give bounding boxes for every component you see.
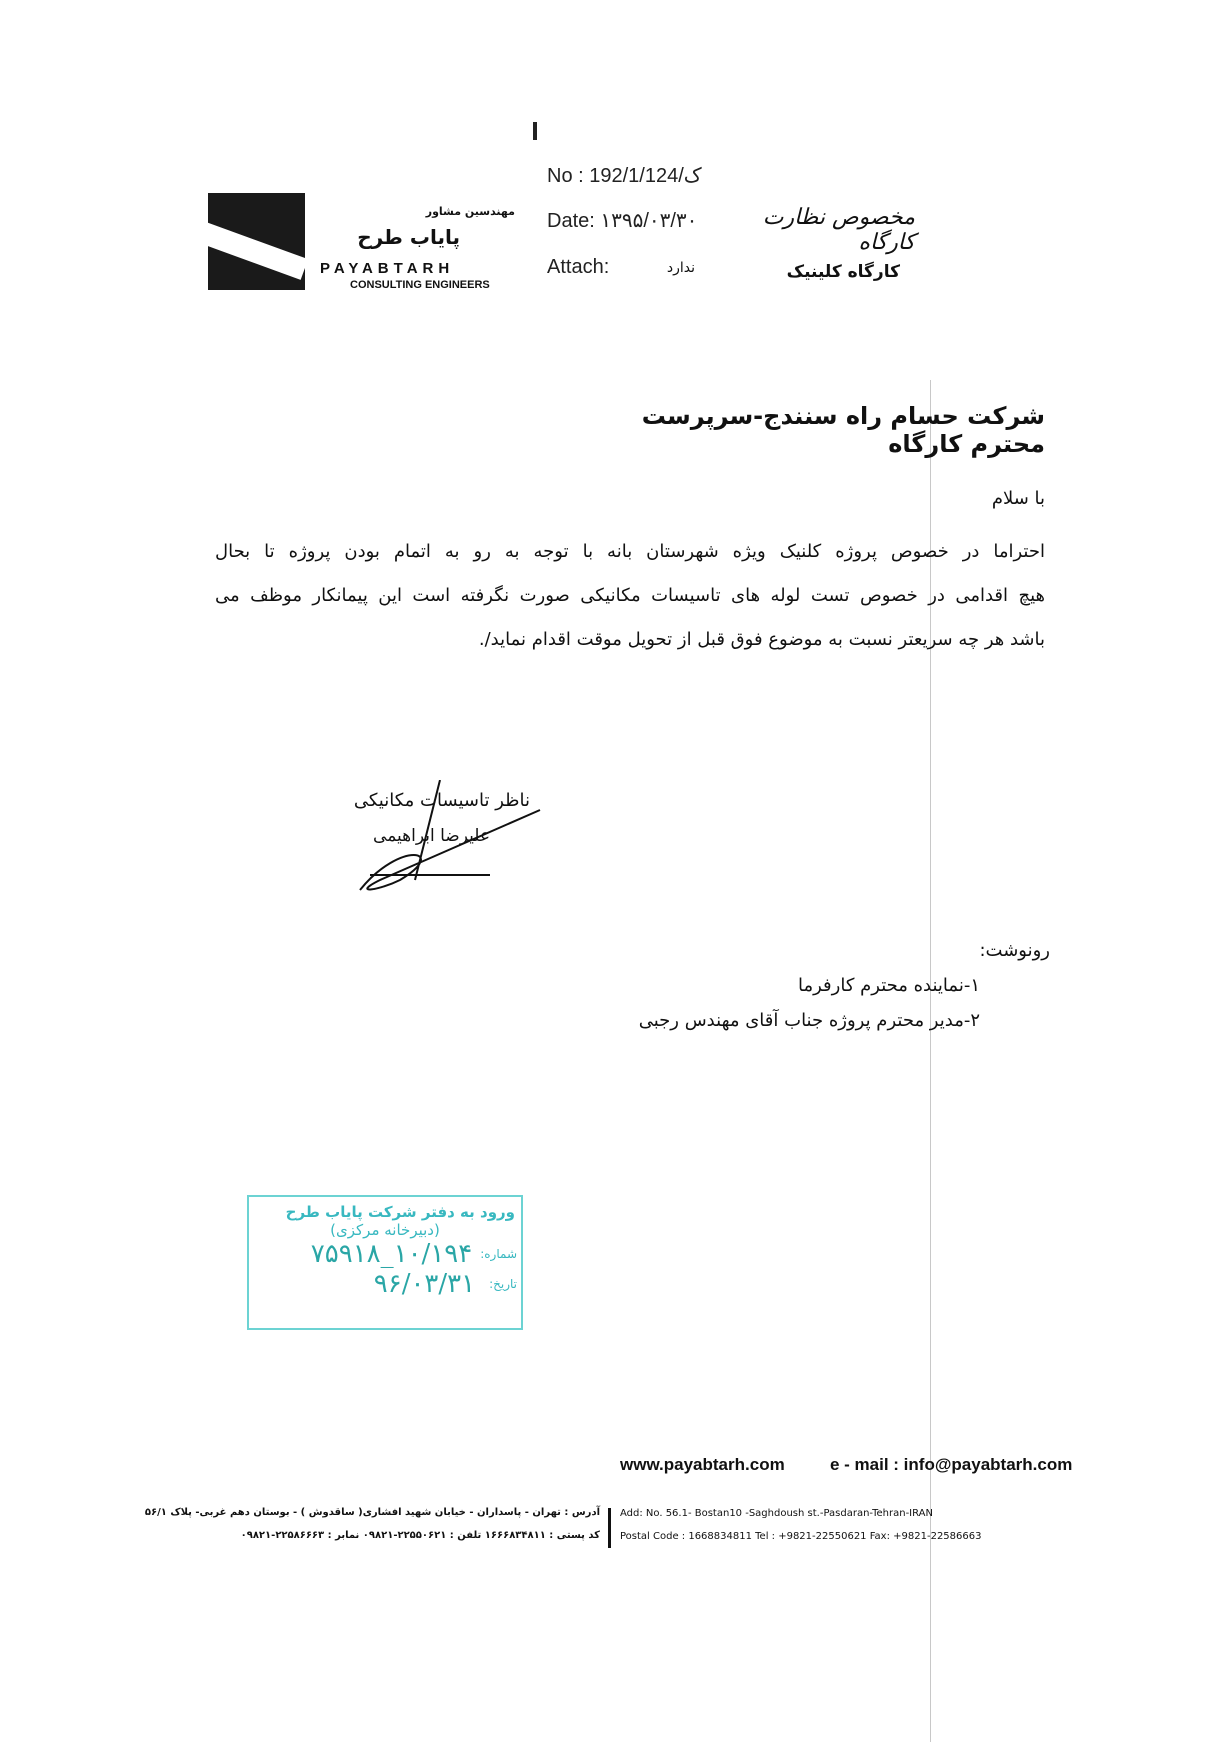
- address-en: Add: No. 56.1- Bostan10 -Saghdoush st.-Pasdaran-Tehran-IRAN: [620, 1508, 933, 1519]
- brand-subtitle: مهندسین مشاور: [425, 205, 515, 218]
- stamp-date-label: تاریخ:: [489, 1277, 517, 1291]
- attach-label: Attach:: [547, 256, 610, 278]
- signature: [340, 780, 560, 900]
- attach-value: ندارد: [666, 260, 695, 276]
- scan-mark: [533, 122, 537, 140]
- stamp-line1: ورود به دفتر شرکت پایاب طرح: [285, 1203, 515, 1221]
- stamp-line2: (دبیرخانه مرکزی): [330, 1221, 440, 1239]
- cc-label: رونوشت:: [979, 940, 1050, 961]
- contact-en: Postal Code : 1668834811 Tel : +9821-22550621 Fax: +9821-22586663: [620, 1531, 982, 1542]
- stamp-date: ۹۶/۰۳/۳۱: [373, 1269, 476, 1299]
- footer-divider: [608, 1508, 611, 1548]
- signer-name: علیرضا ابراهیمی: [373, 826, 490, 846]
- received-stamp: [247, 1195, 523, 1330]
- handwritten-note-2: کارگاه کلینیک: [786, 262, 900, 282]
- cc-item: ۲-مدیر محترم پروژه جناب آقای مهندس رجبی: [638, 1010, 980, 1031]
- brand-name-en: PAYABTARH: [320, 260, 455, 277]
- letter-date: Date: ۱۳۹۵/۰۳/۳۰: [547, 210, 698, 232]
- body-line: هیچ اقدامی در خصوص تست لوله های تاسیسات مکانیکی صورت نگرفته است این پیمانکار موظف می: [215, 585, 1045, 606]
- company-logo: [208, 193, 305, 290]
- email-link[interactable]: e - mail : info@payabtarh.com: [830, 1455, 1073, 1474]
- signer-title: ناظر تاسیسات مکانیکی: [353, 790, 530, 811]
- address-fa: آدرس : تهران - پاسداران - خیابان شهید افشاری( ساقدوش ) - بوستان دهم غربی- پلاک ۵۶/۱: [144, 1507, 600, 1518]
- brand-tagline: CONSULTING ENGINEERS: [350, 279, 490, 291]
- greeting: با سلام: [991, 488, 1045, 509]
- website-link[interactable]: www.payabtarh.com: [620, 1455, 785, 1474]
- body-line: احتراما در خصوص پروژه کلنیک ویژه شهرستان بانه با توجه به رو به اتمام بودن پروژه تا بحال: [215, 541, 1045, 562]
- stamp-number-label: شماره:: [480, 1247, 517, 1261]
- letter-body: [215, 530, 1045, 662]
- stamp-number: ۱۰/۱۹۴_۷۵۹۱۸: [310, 1239, 473, 1269]
- body-line: باشد هر چه سریعتر نسبت به موضوع فوق قبل از تحویل موقت اقدام نماید/.: [478, 629, 1045, 650]
- contact-fa: کد پستی : ۱۶۶۶۸۳۴۸۱۱ تلفن : ۲۲۵۵۰۶۲۱-۰۹۸۲۱ نمابر : ۲۲۵۸۶۶۶۳-۰۹۸۲۱: [240, 1530, 600, 1541]
- brand-name-fa: پایاب طرح: [357, 225, 460, 249]
- letter-number: No : 192/1/ک/124: [547, 165, 702, 187]
- handwritten-note-1: مخصوص نظارت کارگاه: [762, 205, 915, 255]
- cc-item: ۱-نماینده محترم کارفرما: [797, 975, 980, 996]
- recipient-heading: شرکت حسام راه سنندج-سرپرست محترم کارگاه: [641, 402, 1045, 458]
